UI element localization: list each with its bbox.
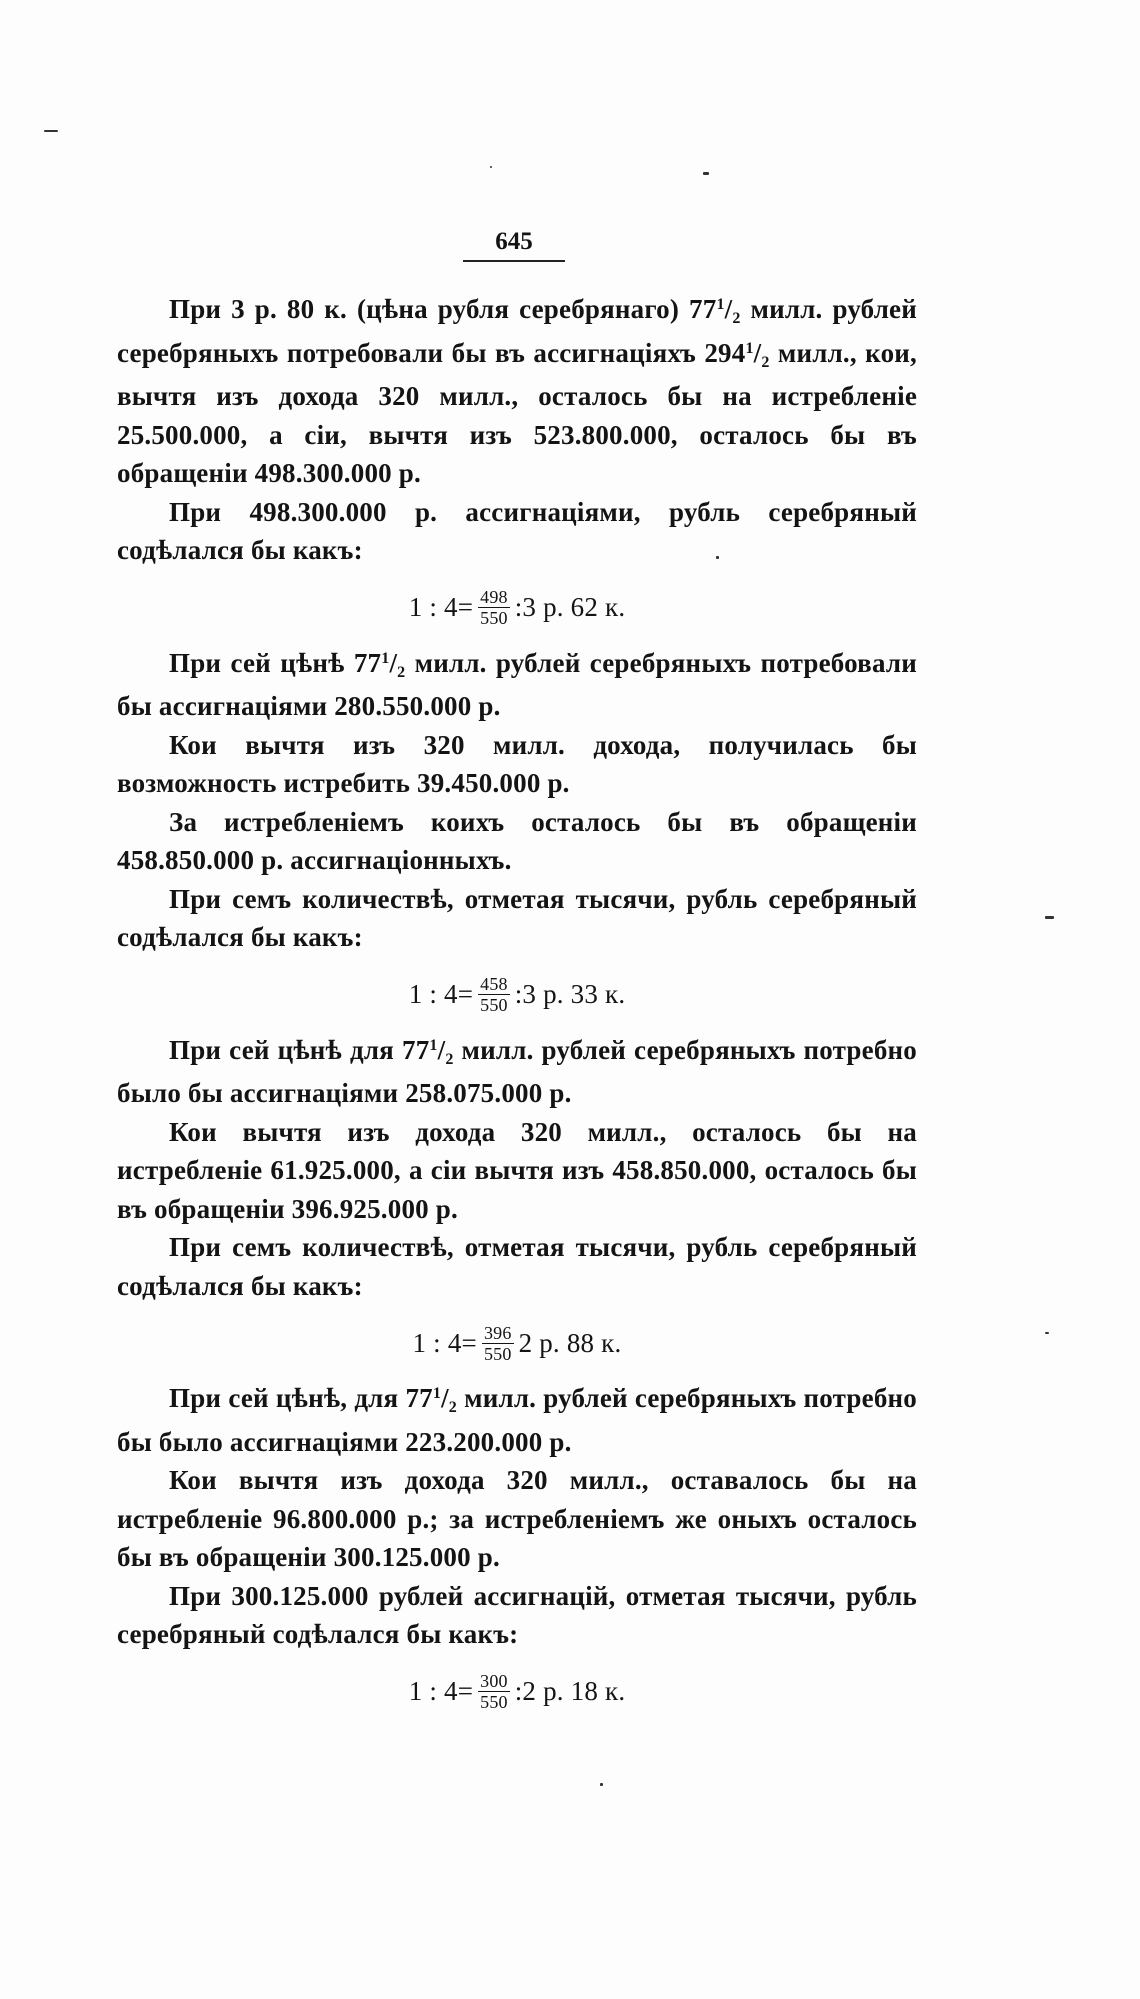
- scan-speck: [490, 166, 492, 168]
- scan-speck: [600, 1783, 603, 1786]
- fraction-denominator: 550: [483, 1343, 512, 1364]
- page-number: 645: [463, 228, 565, 262]
- proportion-formula: [117, 1664, 917, 1720]
- scan-speck: [44, 130, 58, 132]
- formula-fraction: [482, 1323, 514, 1364]
- formula-fraction: [478, 587, 510, 628]
- fraction-denominator: 550: [480, 1692, 508, 1712]
- formula-rhs: 2 р. 88 к.: [518, 1327, 622, 1358]
- fraction-numerator: 498: [480, 587, 508, 607]
- formula-fraction: [478, 1671, 510, 1712]
- formula-rhs: :2 р. 18 к.: [514, 1676, 626, 1707]
- formula-fraction: [478, 974, 510, 1015]
- paragraph: При семъ количествѣ, отметая тысячи, рубль серебряный содѣлался бы какъ:: [117, 1232, 917, 1301]
- formula-rhs: :3 р. 62 к.: [514, 592, 626, 623]
- formula-lhs: 1 : 4=: [408, 979, 474, 1010]
- proportion-formula: [117, 1315, 917, 1371]
- paragraph: За истребленіемъ коихъ осталось бы въ обращеніи 458.850.000 р. ассигнаціонныхъ.: [117, 806, 917, 875]
- formula-rhs: :3 р. 33 к.: [514, 979, 626, 1010]
- fraction-numerator: 458: [480, 974, 508, 994]
- fraction-numerator: 396: [483, 1322, 512, 1343]
- paragraph: Кои вычтя изъ дохода 320 милл., осталось бы на истребленіе 61.925.000, а сіи вычтя изъ 458.850.000, осталось бы въ обращеніи 396.925.000 р.: [117, 1116, 917, 1224]
- paragraph: Кои вычтя изъ дохода 320 милл., оставалось бы на истребленіе 96.800.000 р.; за истребленіемъ же оныхъ осталось бы въ обращеніи 300.125.000 р.: [117, 1465, 917, 1572]
- formula-lhs: 1 : 4=: [408, 1676, 474, 1707]
- paragraph: При сей цѣнѣ $77^1/2$ милл. рублей серебряныхъ потребовали бы ассигнаціями 280.550.000 р.: [117, 647, 917, 721]
- formula-lhs: 1 : 4=: [412, 1327, 477, 1358]
- paragraph: При 498.300.000 р. ассигнаціями, рубль серебряный содѣлался бы какъ:: [117, 496, 917, 565]
- proportion-formula: [117, 580, 917, 636]
- paragraph: При 3 р. 80 к. (цѣна рубля серебрянаго) $77^1/2$ милл. рублей серебряныхъ потребовали бы въ ассигнаціяхъ $294^1/2$ милл., кои, вычтя изъ дохода 320 милл., осталось бы на истребленіе 25.500.000, а сіи, вычтя изъ 523.800.000, осталось бы въ обращеніи 498.300.000 р.: [117, 294, 917, 488]
- proportion-formula: [117, 967, 917, 1023]
- paragraph: При 300.125.000 рублей ассигнацій, отметая тысячи, рубль серебряный содѣлался бы какъ:: [117, 1580, 917, 1649]
- scan-speck: [1045, 1332, 1049, 1334]
- body-text: [117, 290, 917, 1728]
- formula-lhs: 1 : 4=: [408, 592, 474, 623]
- fraction-denominator: 550: [480, 608, 508, 628]
- scan-speck: [1045, 916, 1054, 919]
- paragraph: При семъ количествѣ, отметая тысячи, рубль серебряный содѣлался бы какъ:: [117, 883, 917, 952]
- paragraph: При сей цѣнѣ для $77^1/2$ милл. рублей серебряныхъ потребно было бы ассигнаціями 258.075.000 р.: [117, 1034, 917, 1108]
- fraction-denominator: 550: [480, 995, 508, 1015]
- paragraph: Кои вычтя изъ 320 милл. дохода, получилась бы возможность истребить 39.450.000 р.: [117, 729, 917, 798]
- paragraph: При сей цѣнѣ, для $77^1/2$ милл. рублей серебряныхъ потребно бы было ассигнаціями 223.200.000 р.: [117, 1383, 917, 1457]
- fraction-numerator: 300: [480, 1671, 508, 1691]
- scan-speck: [703, 172, 709, 175]
